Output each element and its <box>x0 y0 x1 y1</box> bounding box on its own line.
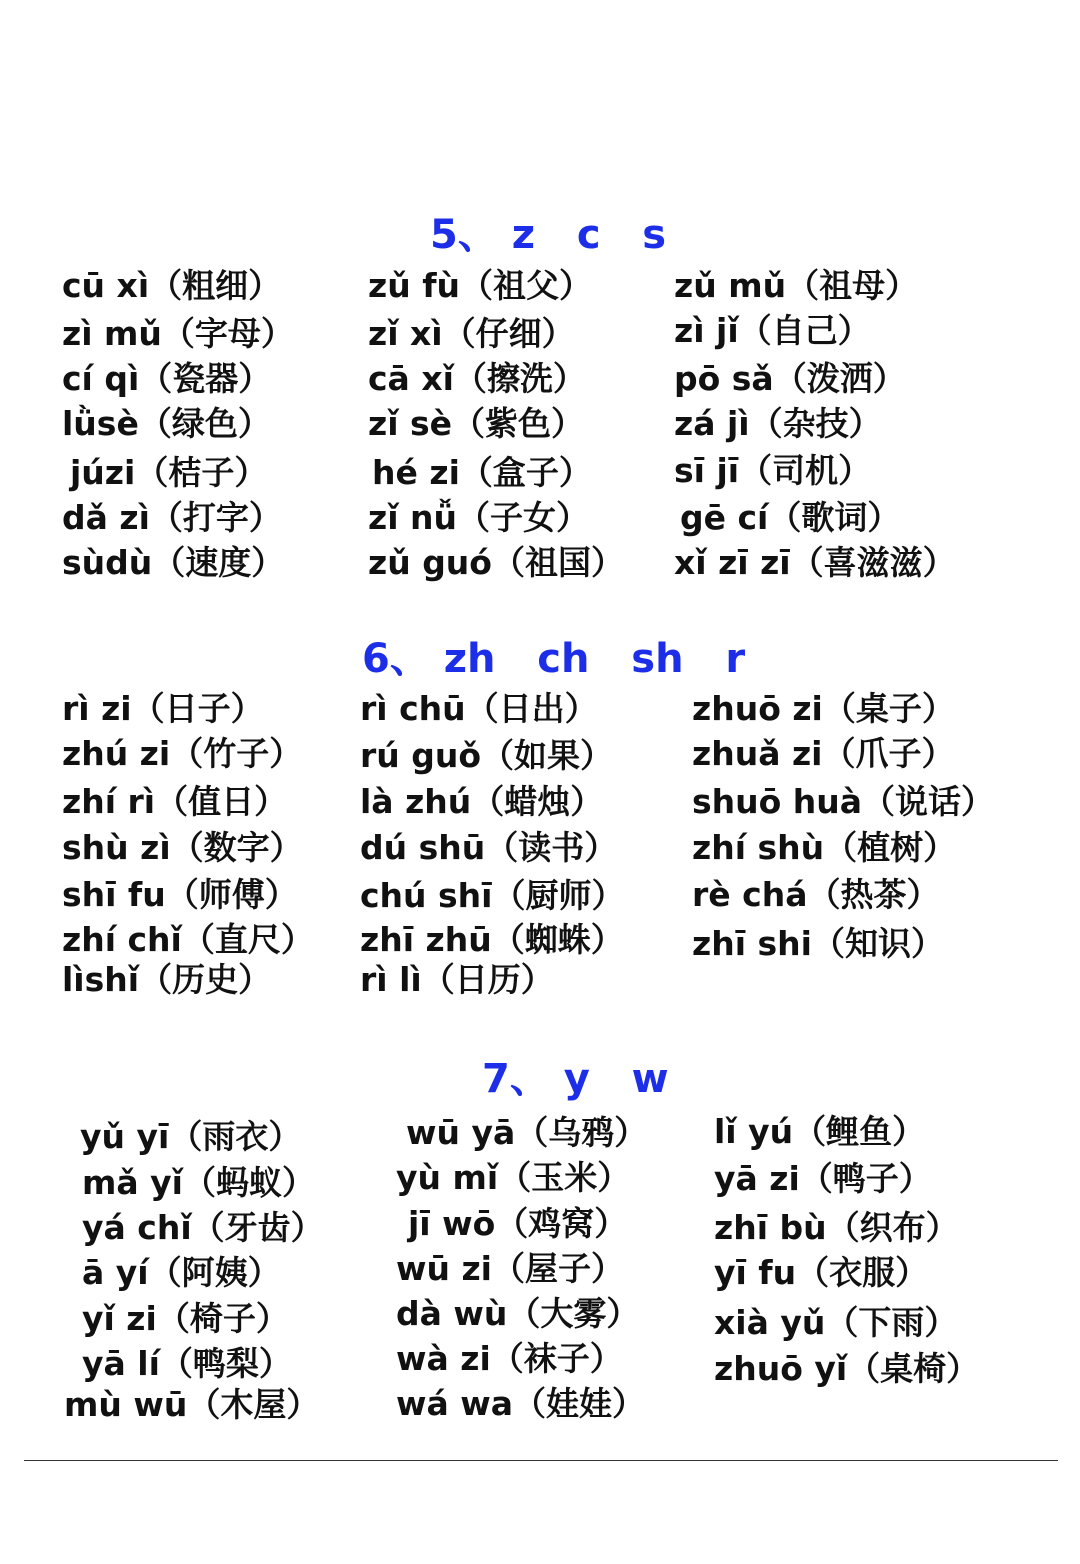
word-item: zhī shi（知识） <box>692 924 944 963</box>
word-item: rè chá（热茶） <box>692 875 940 914</box>
word-item: mù wū（木屋） <box>64 1385 320 1424</box>
word-item: lǜsè（绿色） <box>62 404 271 443</box>
word-item: rì lì（日历） <box>360 960 554 999</box>
word-item: wà zi（袜子） <box>396 1339 623 1378</box>
word-item: dǎ zì（打字） <box>62 498 282 537</box>
word-item: rì zi（日子） <box>62 689 264 728</box>
bottom-divider <box>24 1460 1058 1461</box>
word-item: wá wa（娃娃） <box>396 1384 645 1423</box>
word-item: yǔ yī（雨衣） <box>80 1117 302 1156</box>
word-item: dú shū（读书） <box>360 828 618 867</box>
word-item: ā yí（阿姨） <box>82 1253 281 1292</box>
word-item: lìshǐ（历史） <box>62 960 272 999</box>
word-item: zhí chǐ（直尺） <box>62 920 314 959</box>
word-item: zhuō yǐ（桌椅） <box>714 1349 980 1388</box>
word-item: sùdù（速度） <box>62 543 285 582</box>
word-item: zǐ nǚ（子女） <box>368 498 589 537</box>
word-item: lǐ yú（鲤鱼） <box>714 1112 926 1151</box>
word-item: xǐ zī zī（喜滋滋） <box>674 543 956 582</box>
word-item: mǎ yǐ（蚂蚁） <box>82 1163 315 1202</box>
word-item: yǐ zi（椅子） <box>82 1299 289 1338</box>
word-item: zhī bù（织布） <box>714 1208 959 1247</box>
word-item: zì jǐ（自己） <box>674 311 871 350</box>
word-item: shuō huà（说话） <box>692 782 995 821</box>
word-item: shī fu（师傅） <box>62 875 298 914</box>
word-item: zǐ xì（仔细） <box>368 314 575 353</box>
word-item: dà wù（大雾） <box>396 1294 640 1333</box>
word-item: cí qì（瓷器） <box>62 359 272 398</box>
word-item: zǔ mǔ（祖母） <box>674 266 919 305</box>
word-item: shù zì（数字） <box>62 828 303 867</box>
word-item: zǐ sè（紫色） <box>368 404 585 443</box>
word-item: cā xǐ（擦洗） <box>368 359 586 398</box>
section-heading: 6、 zh ch sh r <box>362 636 746 682</box>
word-item: zhí rì（值日） <box>62 782 288 821</box>
word-item: júzi（桔子） <box>70 453 268 492</box>
word-item: yī fu（衣服） <box>714 1253 929 1292</box>
word-item: zì mǔ（字母） <box>62 314 294 353</box>
word-item: jī wō（鸡窝） <box>408 1204 628 1243</box>
word-item: zhuǎ zi（爪子） <box>692 734 955 773</box>
word-item: sī jī（司机） <box>674 451 872 490</box>
word-item: zhī zhū（蜘蛛） <box>360 920 624 959</box>
word-item: gē cí（歌词） <box>680 498 901 537</box>
word-item: zhuō zi（桌子） <box>692 689 955 728</box>
word-item: chú shī（厨师） <box>360 876 625 915</box>
word-item: yā zi（鸭子） <box>714 1159 932 1198</box>
word-item: yá chǐ（牙齿） <box>82 1208 324 1247</box>
word-item: rú guǒ（如果） <box>360 736 614 775</box>
word-item: cū xì（粗细） <box>62 266 282 305</box>
word-item: yù mǐ（玉米） <box>396 1158 631 1197</box>
word-item: pō sǎ（泼洒） <box>674 359 906 398</box>
section-heading: 7、 y w <box>482 1056 669 1102</box>
word-item: zhú zi（竹子） <box>62 734 303 773</box>
word-item: zhí shù（植树） <box>692 828 957 867</box>
word-item: rì chū（日出） <box>360 689 598 728</box>
word-item: zǔ fù（祖父） <box>368 266 593 305</box>
word-item: zǔ guó（祖国） <box>368 543 624 582</box>
word-item: yā lí（鸭梨） <box>82 1344 292 1383</box>
word-item: wū yā（乌鸦） <box>406 1113 648 1152</box>
word-item: wū zi（屋子） <box>396 1249 624 1288</box>
word-item: xià yǔ（下雨） <box>714 1303 958 1342</box>
word-item: zá jì（杂技） <box>674 404 882 443</box>
section-heading: 5、 z c s <box>430 212 667 258</box>
word-item: là zhú（蜡烛） <box>360 782 604 821</box>
word-item: hé zi（盒子） <box>372 453 592 492</box>
